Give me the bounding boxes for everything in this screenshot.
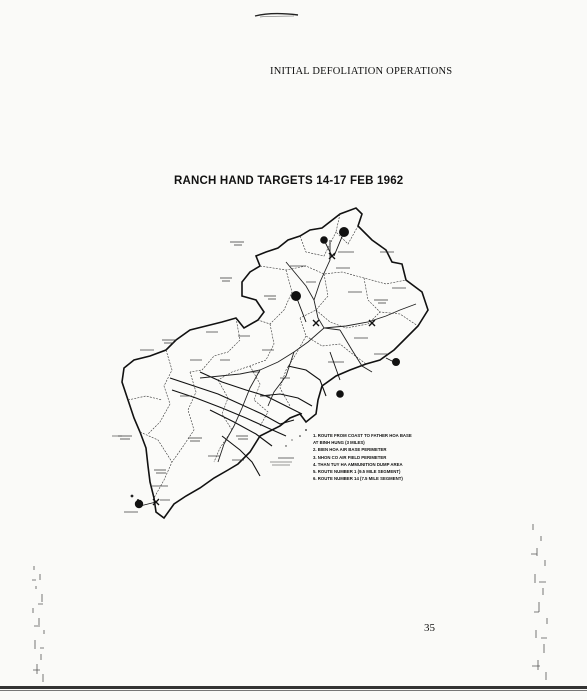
target-marker-1 xyxy=(339,227,349,237)
scan-edge-noise-left xyxy=(30,560,52,685)
scan-mark xyxy=(252,10,302,20)
scan-bottom-edge-line xyxy=(0,690,587,691)
scan-edge-noise-right xyxy=(525,520,555,685)
target-marker-6 xyxy=(135,500,143,508)
target-marker-2 xyxy=(320,236,328,244)
legend-item: 3. NHON CO AIR FIELD PERIMETER xyxy=(313,454,387,460)
map-title: RANCH HAND TARGETS 14-17 FEB 1962 xyxy=(174,175,404,187)
target-marker-3 xyxy=(291,291,301,301)
legend-item: 2. BIEN HOA AIR BASE PERIMETER xyxy=(313,447,387,453)
legend-item: 4. THAN TUY HA AMMUNITION DUMP AREA xyxy=(313,461,403,467)
legend-item: AT BINH HUNG (3 MILES) xyxy=(313,440,365,446)
legend-item: 1. ROUTE FROM COAST TO FATHER HOA BASE xyxy=(313,433,412,438)
legend-item: 5. ROUTE NUMBER 1 (9.5 MILE SEGMENT) xyxy=(313,469,401,475)
scan-bottom-edge xyxy=(0,686,587,689)
target-marker-5 xyxy=(392,358,400,366)
target-marker-4 xyxy=(336,390,344,398)
legend-item: 6. ROUTE NUMBER 14 (7.5 MILE SEGMENT) xyxy=(313,476,403,482)
page-number: 35 xyxy=(424,622,435,634)
map-legend xyxy=(313,432,483,482)
running-head: INITIAL DEFOLIATION OPERATIONS xyxy=(270,66,453,77)
